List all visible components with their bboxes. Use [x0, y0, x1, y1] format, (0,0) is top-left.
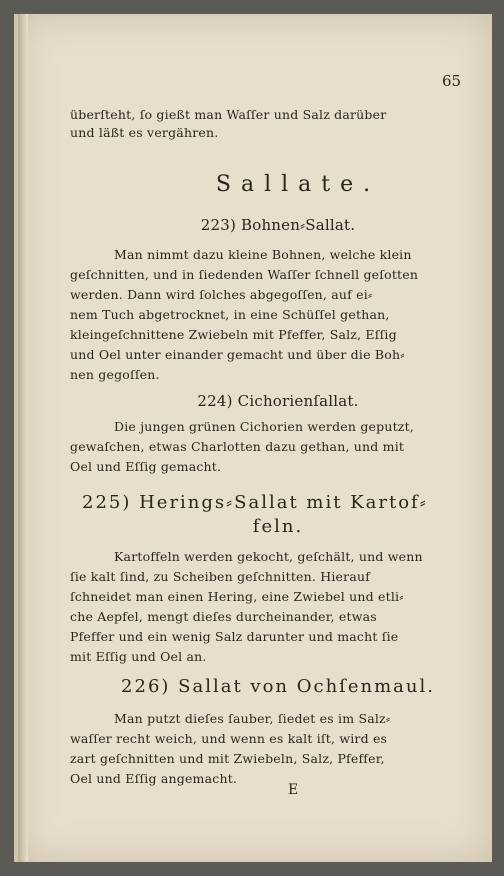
- recipe-line: mit Eſſig und Oel an.: [70, 649, 207, 664]
- recipe-line: Oel und Eſſig angemacht.: [70, 771, 238, 786]
- recipe-line: waſſer recht weich, und wenn es kalt iſt, wird es: [70, 731, 388, 746]
- section-title: Sallate.: [215, 172, 381, 197]
- page-binding-shadow: [18, 14, 28, 862]
- recipe-line: ſie kalt ſind, zu Scheiben geſchnitten. Hierauf: [70, 569, 371, 584]
- catchword: E: [288, 782, 299, 798]
- intro-line: überſteht, ſo gießt man Waſſer und Salz darüber: [70, 107, 387, 122]
- recipe-line: ſchneidet man einen Hering, eine Zwiebel und etli⸗: [70, 589, 404, 604]
- recipe-line: Die jungen grünen Cichorien werden geputzt,: [114, 419, 414, 434]
- recipe-line: werden. Dann wird ſolches abgegoſſen, auf ei⸗: [70, 287, 373, 302]
- recipe-line: gewaſchen, etwas Charlotten dazu gethan, und mit: [70, 439, 405, 454]
- recipe-line: zart geſchnitten und mit Zwiebeln, Salz, Pfeffer,: [70, 751, 385, 766]
- recipe-line: kleingeſchnittene Zwiebeln mit Pfeffer, Salz, Eſſig: [70, 327, 397, 342]
- recipe-line: und Oel unter einander gemacht und über die Boh⸗: [70, 347, 405, 362]
- recipe-heading: 226) Sallat von Ochſenmaul.: [121, 676, 435, 697]
- recipe-line: nem Tuch abgetrocknet, in eine Schüſſel gethan,: [70, 307, 390, 322]
- recipe-line: Kartoffeln werden gekocht, geſchält, und wenn: [114, 549, 423, 564]
- recipe-line: Man nimmt dazu kleine Bohnen, welche klein: [114, 247, 412, 262]
- recipe-line: che Aepfel, mengt dieſes durcheinander, etwas: [70, 609, 377, 624]
- book-page: [14, 14, 492, 862]
- recipe-line: Oel und Eſſig gemacht.: [70, 459, 222, 474]
- recipe-line: Man putzt dieſes ſauber, ſiedet es im Salz⸗: [114, 711, 391, 726]
- recipe-line: Pfeffer und ein wenig Salz darunter und macht ſie: [70, 629, 399, 644]
- recipe-heading-continuation: feln.: [252, 516, 304, 537]
- recipe-line: geſchnitten, und in ſiedenden Waſſer ſchnell geſotten: [70, 267, 419, 282]
- recipe-line: nen gegoſſen.: [70, 367, 160, 382]
- recipe-heading: 223) Bohnen⸗Sallat.: [200, 216, 356, 234]
- intro-line: und läßt es vergähren.: [70, 125, 219, 140]
- recipe-heading: 224) Cichorienſallat.: [197, 392, 359, 410]
- page-number: 65: [442, 72, 462, 90]
- recipe-heading: 225) Herings⸗Sallat mit Kartof⸗: [82, 492, 428, 513]
